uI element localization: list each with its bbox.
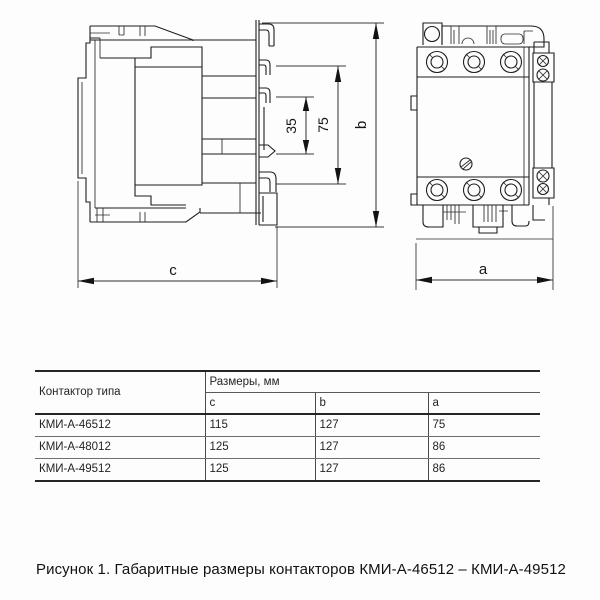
front-left-tabs: [411, 96, 417, 205]
front-top-details: [451, 26, 533, 44]
front-body-outline: [417, 47, 529, 205]
cell-a: 86: [432, 463, 446, 475]
side-view-drawing: [78, 20, 277, 225]
dimension-c: [78, 181, 277, 288]
side-terminal-lines: [202, 76, 256, 183]
cell-a: 86: [428, 437, 540, 459]
column-header-c: c: [205, 393, 315, 415]
dim-label-75: 75: [315, 117, 331, 133]
cell-type: КМИ-А-46512: [35, 414, 205, 437]
dim-label-c: c: [169, 262, 177, 279]
dim-label-b: b: [353, 120, 370, 130]
dim-label-a: a: [478, 261, 488, 278]
din-rail-hook-3: [259, 88, 270, 103]
din-rail-hook-5: [259, 172, 276, 192]
table-row: [35, 437, 540, 459]
cell-type: КМИ-А-48012: [35, 437, 205, 459]
dimension-35: [276, 97, 314, 154]
side-bottom-cap: [90, 208, 261, 222]
cell-a: 75: [428, 414, 540, 437]
cell-b: 127: [315, 437, 428, 459]
column-header-sizes: Размеры, мм: [205, 371, 540, 393]
cell-c: 125: [205, 459, 315, 482]
front-bottom-clips: [443, 205, 508, 224]
side-coil-block: [135, 67, 202, 185]
center-screw: [460, 158, 472, 170]
terminal-screws-top: [427, 52, 522, 73]
side-left-profile: [78, 26, 90, 222]
front-view-drawing: [411, 23, 554, 239]
table-header-row: [35, 371, 540, 393]
figure-caption: Рисунок 1. Габаритные размеры контакторов КМИ-А-46512 – КМИ-А-49512: [36, 561, 566, 578]
table-row: [35, 459, 540, 482]
din-rail-foot: [259, 193, 277, 225]
side-mounting-plate: [256, 20, 264, 225]
din-rail-hook-4: [259, 145, 275, 157]
column-header-type: Контактор типа: [35, 371, 205, 414]
mounting-hole: [425, 27, 440, 42]
table-row: [35, 414, 540, 437]
cell-b: 127: [315, 459, 428, 482]
cell-c: 115: [205, 414, 315, 437]
dimensions-table: [35, 370, 540, 482]
din-rail-hook-2: [259, 60, 270, 75]
terminal-screws-bottom: [427, 180, 522, 201]
cell-type: КМИ-А-49512: [35, 459, 205, 482]
side-top-cap: [90, 26, 256, 41]
cell-c: 125: [205, 437, 315, 459]
din-rail-hook-top: [259, 24, 274, 46]
aux-contact-strip: [533, 42, 554, 205]
dim-label-35: 35: [283, 118, 299, 134]
column-header-a: a: [428, 393, 540, 415]
cell-b: 127: [315, 414, 428, 437]
column-header-b: b: [315, 393, 428, 415]
